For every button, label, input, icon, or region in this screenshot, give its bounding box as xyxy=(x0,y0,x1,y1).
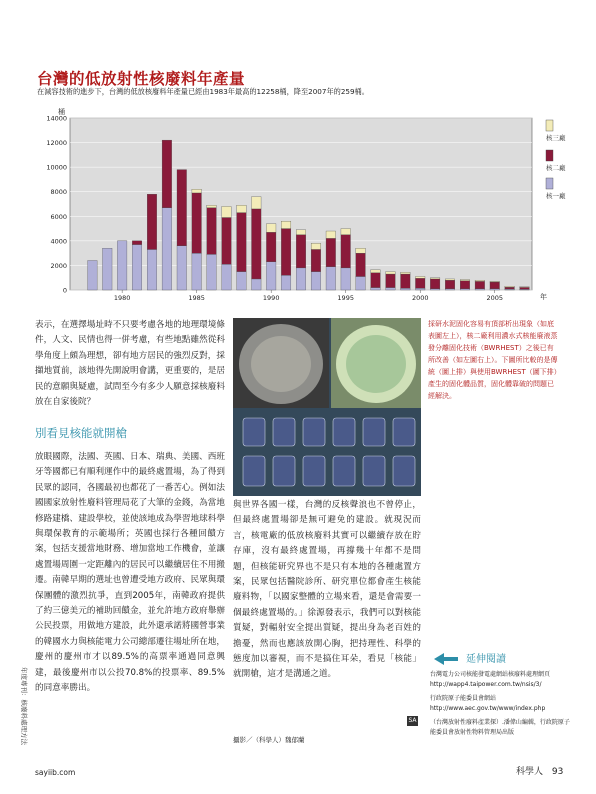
bar-segment xyxy=(88,261,98,290)
magazine-name: 科學人 xyxy=(516,767,544,777)
bar-segment xyxy=(132,241,142,245)
footer-magazine xyxy=(516,764,563,777)
solidified-waste-photo xyxy=(233,318,421,496)
bar-segment xyxy=(296,230,306,235)
bar-segment xyxy=(311,272,321,290)
bar-segment xyxy=(207,205,217,207)
side-text: 年度專刊：核廢料處理方法 xyxy=(20,667,28,745)
related-item-1[interactable]: 台灣電力公司核能發電處網站核廢料處理網頁 http://wapp4.taipower.com.tw/nsis/3/ xyxy=(430,671,551,688)
bar-segment xyxy=(326,267,336,290)
bar-segment xyxy=(445,289,455,290)
chart-subtitle: 在減容技術的進步下，台灣的低放核廢料年產量已經由1983年最高的12258桶，降至2007年的259桶。 xyxy=(37,87,369,96)
y-tick-label: 4000 xyxy=(50,237,67,246)
y-tick-label: 6000 xyxy=(50,212,67,221)
bar-segment xyxy=(430,279,440,289)
bar-segment xyxy=(311,249,321,271)
y-tick-label: 10000 xyxy=(46,163,67,172)
related-reading-heading: 延伸閱讀 xyxy=(466,654,506,665)
bar-segment xyxy=(177,246,187,290)
legend-label: 核二廠 xyxy=(546,164,566,172)
bar-segment xyxy=(401,274,411,288)
bar-segment xyxy=(341,235,351,268)
bar-segment xyxy=(386,272,396,274)
bar-segment xyxy=(117,241,127,290)
y-tick-label: 12000 xyxy=(46,139,67,148)
y-tick-label: 14000 xyxy=(46,114,67,123)
page-number: 93 xyxy=(551,767,564,777)
bar-segment xyxy=(326,238,336,266)
bar-segment xyxy=(445,279,455,280)
y-tick-label: 8000 xyxy=(50,188,67,197)
related-item-3[interactable]: （台灣放射性廢料產業探）.潘偉山編輯，行政院原子能委員會放射性物料管理局出版 xyxy=(430,719,570,736)
bar-segment xyxy=(430,289,440,290)
bar-segment xyxy=(162,140,172,208)
bar-segment xyxy=(341,268,351,290)
bar-segment xyxy=(296,268,306,290)
bar-segment xyxy=(401,288,411,290)
bar-segment xyxy=(192,253,202,290)
x-axis-label: 年 xyxy=(540,293,547,301)
bar-segment xyxy=(281,221,291,228)
bar-segment xyxy=(401,272,411,274)
photo-caption: 採研水泥固化容易有頂部析出現象（如底表圖左上），核二廠利用濃水式核能廢液蒸發分離固化技術（BWRHEST）之後已有所改善（如左圖右上）。下圖所比較的是傳統（圖上排）與使用BWRHEST（圖下排）產生的固化體品質，固化體靠破的問題已經解決。 xyxy=(428,320,558,400)
section-heading: 別看見核能就開槍 xyxy=(35,426,127,440)
article-paragraph-2: 放眼國際，法國、英國、日本、瑞典、美國、西班牙等國都已有順利運作中的最終處置場，為了得到民眾的認同，各國最初也都花了一番苦心。例如法國國家放射性廢料管理局花了大筆的金錢，為當地修路建橋、建設學校，並使該地成為學習地球科學與環保教育的示範場所；英國也採行各種回饋方案，包括支援當地財務、增加當地工作機會，並讓處置場周圍一定距離內的居民可以繼續居住不用搬遷。南韓早期的選址也曾遭受地方政府、民眾與環保團體的激烈抗爭，直到2005年，南韓政府提供了約三億美元的補助回饋金，並允許地方政府舉辦公民投票，用做地方建設，此外還承諾將國營事業的韓國水力與核能電力公司總部遷往場址所在地，慶州的慶州市才以89.5%的高票率通過同意興建，最後慶州市以公投70.8%的投票率、89.5%的同意率勝出。 xyxy=(35,452,225,694)
bar-segment xyxy=(341,229,351,235)
bar-segment xyxy=(326,231,336,238)
bar-segment xyxy=(252,197,262,209)
bar-segment xyxy=(356,276,366,290)
bar-segment xyxy=(147,194,157,249)
y-tick-label: 0 xyxy=(62,286,67,295)
bar-segment xyxy=(162,208,172,290)
x-tick-label: 1990 xyxy=(262,294,280,302)
bar-segment xyxy=(207,208,217,255)
bar-segment xyxy=(490,281,500,282)
bar-segment xyxy=(520,287,530,288)
legend-label: 核三廠 xyxy=(546,134,566,142)
article-paragraph-3: 與世界各國一樣，台灣的反核聲浪也不曾停止，但最終處置場卻是無可避免的建設。就現況而言，核電廠的低放核廢料其實可以繼續存放在貯存庫，沒有最終處置場，再撐幾十年都不是問題，但核能研究界也不是只有本地的各種處置方案，民眾包括醫院診所、研究單位都會產生核能廢料物，「以國家整體的立場來看，還是會需要一個最終處置場的。」徐源發表示，我們可以對核能質疑，對輻射安全提出質疑，提出身為老百姓的擔憂，然而也應該放開心胸，把持理性、科學的態度加以審視，而不是搞住耳朵，看見「核能」就開槍，這才是溝通之道。 xyxy=(233,500,421,680)
x-tick-label: 2005 xyxy=(486,294,504,302)
bar-segment xyxy=(460,289,470,290)
bar-segment xyxy=(281,229,291,276)
page-title: 台灣的低放射性核廢料年產量 xyxy=(37,70,246,88)
bar-segment xyxy=(102,248,112,290)
side-vertical-text xyxy=(8,665,30,760)
bar-segment xyxy=(266,224,276,233)
bar-segment xyxy=(192,193,202,253)
bar-segment xyxy=(460,280,470,281)
legend-swatch xyxy=(546,150,553,161)
bar-segment xyxy=(460,281,470,289)
photo-credit: 攝影／（科學人）魏郁蘭 xyxy=(233,736,305,744)
x-tick-label: 2000 xyxy=(411,294,429,302)
y-tick-label: 2000 xyxy=(50,261,67,270)
bar-segment xyxy=(237,272,247,290)
bar-segment xyxy=(252,209,262,279)
bar-segment xyxy=(281,275,291,290)
bar-segment xyxy=(386,288,396,290)
bar-segment xyxy=(356,253,366,276)
bar-segment xyxy=(475,280,485,281)
bar-segment xyxy=(475,281,485,288)
bar-segment xyxy=(356,248,366,253)
bar-segment xyxy=(237,205,247,212)
legend-swatch xyxy=(546,178,553,189)
bar-segment xyxy=(177,170,187,246)
bar-segment xyxy=(445,280,455,289)
bar-segment xyxy=(371,270,381,273)
legend-swatch xyxy=(546,120,553,131)
bar-segment xyxy=(415,276,425,278)
x-tick-label: 1985 xyxy=(188,294,205,302)
bar-segment xyxy=(207,254,217,290)
footer-url: sayiib.com xyxy=(35,768,76,777)
bar-segment xyxy=(430,278,440,279)
bar-segment xyxy=(520,287,530,289)
bar-segment xyxy=(505,287,515,289)
bar-segment xyxy=(252,279,262,290)
waste-production-chart xyxy=(30,100,570,305)
bar-segment xyxy=(490,282,500,289)
arrow-icon xyxy=(434,650,458,662)
bar-segment xyxy=(371,288,381,290)
bar-segment xyxy=(222,218,232,265)
bar-segment xyxy=(222,206,232,217)
bar-segment xyxy=(266,262,276,290)
x-tick-label: 1980 xyxy=(113,294,131,302)
bar-segment xyxy=(132,245,142,290)
x-tick-label: 1995 xyxy=(337,294,354,302)
bar-segment xyxy=(475,289,485,290)
bar-segment xyxy=(371,273,381,288)
bar-segment xyxy=(147,249,157,290)
end-mark: SA xyxy=(408,717,417,724)
bar-segment xyxy=(505,286,515,287)
bar-segment xyxy=(415,288,425,290)
related-item-2[interactable]: 行政院原子能委員會網站 http://www.aec.gov.tw/www/index.php xyxy=(430,695,546,712)
bar-segment xyxy=(222,264,232,290)
bar-segment xyxy=(415,278,425,288)
bar-segment xyxy=(386,274,396,288)
bar-segment xyxy=(311,243,321,249)
bar-segment xyxy=(266,232,276,261)
article-paragraph-1: 表示，在選擇場址時不只要考慮各地的地理環境條件，人文、民情也得一併考慮，有些地點雖然從科學角度上頗為理想，卻有地方居民的強烈反對，採擷地質前，該地得先開說明會講，更重要的，是居民的意願與疑慮，試問至今有多少人願意採核廢料放在自家後院？ xyxy=(35,320,225,408)
bar-segment xyxy=(237,213,247,272)
bar-segment xyxy=(192,189,202,193)
legend-label: 核一廠 xyxy=(546,192,566,200)
y-axis-label: 桶 xyxy=(58,108,65,116)
bar-segment xyxy=(490,289,500,290)
bar-segment xyxy=(296,235,306,268)
